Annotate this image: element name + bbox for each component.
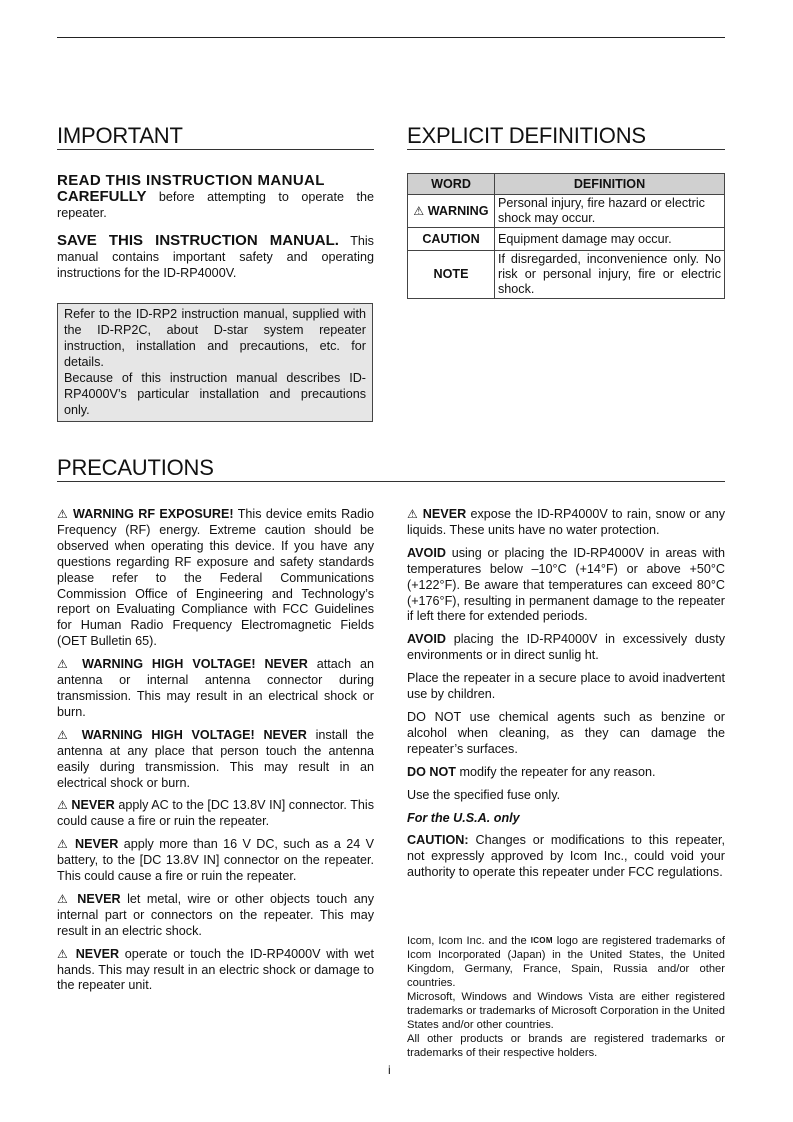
read-manual-bold: READ THIS INSTRUCTION MANUAL [57, 172, 325, 189]
precaution-text: placing the ID-RP4000V in excessively dusty environments or in direct sunlig ht. [407, 632, 725, 663]
definition-cell: Equipment damage may occur. [495, 228, 725, 251]
definition-cell: Personal injury, fire hazard or electric shock may occur. [495, 195, 725, 228]
definitions-heading: EXPLICIT DEFINITIONS [407, 124, 725, 150]
precaution-item [407, 546, 725, 626]
id-rp2-reference-box [57, 303, 373, 422]
precaution-bold: AVOID [407, 632, 446, 647]
precaution-text: expose the ID-RP4000V to rain, snow or any liquids. These units have no water protection. [407, 507, 725, 537]
top-rule [57, 37, 725, 38]
page-number: i [388, 1063, 391, 1077]
table-row [408, 195, 725, 228]
trademark-others: All other products or brands are registered trademarks or trademarks of their respective holders. [407, 1033, 725, 1059]
col-definition-header: DEFINITION [495, 174, 725, 195]
precaution-text: let metal, wire or other objects touch any internal part or connectors on the repeater. This may result in an electric shock. [57, 891, 374, 938]
warning-icon: ⚠ [57, 798, 68, 813]
precaution-bold: DO NOT [407, 764, 456, 779]
trademark-microsoft: Microsoft, Windows and Windows Vista are either registered trademarks or trademarks of Microsoft Corporation in the United States and/or other countries. [407, 991, 725, 1031]
precaution-item [57, 892, 374, 940]
usa-only-heading: For the U.S.A. only [407, 810, 520, 825]
warning-icon: ⚠ [413, 203, 425, 218]
definition-cell: If disregarded, inconvenience only. No risk or personal injury, fire or electric shock. [495, 251, 725, 299]
precaution-text: apply AC to the [DC 13.8V IN] connector. This could cause a fire or ruin the repeater. [57, 798, 374, 829]
trademark-text: Icom, Icom Inc. and the [407, 935, 531, 947]
precaution-bold: NEVER [77, 891, 121, 906]
trademark-text: logo are registered trademarks of Icom Incorporated (Japan) in the United States, the United Kingdom, Germany, France, Spain, Russia and/or other countries. [407, 935, 725, 989]
warning-icon: ⚠ [57, 507, 69, 521]
caution-bold: CAUTION: [407, 833, 469, 848]
warning-icon: ⚠ [407, 507, 419, 521]
precaution-item: Use the specified fuse only. [407, 787, 561, 802]
warning-icon: ⚠ [57, 946, 70, 961]
word-warning: WARNING [427, 203, 489, 218]
trademark-notice [407, 934, 725, 1060]
precaution-text: using or placing the ID-RP4000V in areas with temperatures below –10°C (+14°F) or above +50°C (+122°F). Be aware that temperatures can exceed 80°C (+176°F), resulting in permanent damage to the repeater if left there for extended periods. [407, 545, 725, 624]
box-paragraph-2: Because of this instruction manual describes ID-RP4000V’s particular installation and precautions only. [64, 371, 366, 417]
warning-icon: ⚠ [57, 837, 70, 852]
word-cell [408, 195, 495, 228]
precaution-bold: WARNING RF EXPOSURE! [73, 507, 234, 521]
precaution-item [57, 507, 374, 650]
warning-icon: ⚠ [57, 657, 74, 672]
precautions-right-column [407, 507, 725, 888]
read-manual-bold2: CAREFULLY [57, 188, 147, 205]
precaution-item: DO NOT use chemical agents such as benzine or alcohol when cleaning, as they can damage the repeater’s surfaces. [407, 709, 725, 756]
icom-logo: ICOM [530, 936, 553, 945]
precautions-left-column [57, 507, 374, 1001]
precaution-bold: WARNING HIGH VOLTAGE! NEVER [81, 727, 307, 742]
precaution-bold: NEVER [422, 507, 467, 521]
precaution-bold: NEVER [71, 798, 115, 813]
precaution-item [57, 657, 374, 721]
precaution-bold: AVOID [407, 545, 446, 560]
precaution-text: operate or touch the ID-RP4000V with wet hands. This may result in an electric shock or damage to the repeater unit. [57, 946, 374, 993]
box-paragraph-1: Refer to the ID-RP2 instruction manual, supplied with the ID-RP2C, about D-star system repeater instruction, installation and precautions, etc. for details. [64, 307, 366, 369]
precaution-bold: NEVER [75, 946, 120, 961]
warning-icon: ⚠ [57, 891, 71, 906]
table-row [408, 251, 725, 299]
definitions-header-row [408, 174, 725, 195]
precaution-item [407, 632, 725, 664]
precaution-item [57, 837, 374, 885]
precaution-item [57, 798, 374, 830]
precaution-item [407, 765, 725, 781]
col-word-header: WORD [408, 174, 495, 195]
precaution-bold: NEVER [74, 837, 119, 852]
caution-text: Changes or modifications to this repeater, not expressly approved by Icom Inc., could void your authority to operate this repeater under FCC regulations. [407, 833, 725, 880]
important-section [57, 173, 374, 288]
fcc-caution [407, 833, 725, 881]
precaution-text: modify the repeater for any reason. [455, 764, 656, 779]
precaution-text: attach an antenna or internal antenna connector during transmission. This may result in an electrical shock or burn. [57, 657, 375, 719]
precaution-item [57, 947, 374, 995]
save-manual-text: This manual contains important safety and operating instructions for the ID-RP4000V. [57, 234, 374, 280]
save-manual-bold: SAVE THIS INSTRUCTION MANUAL. [57, 232, 339, 249]
precaution-text: apply more than 16 V DC, such as a 24 V battery, to the [DC 13.8V IN] connector on the repeater. This could cause a fire or ruin the repeater. [57, 837, 374, 884]
precaution-text: This device emits Radio Frequency (RF) energy. Extreme caution should be observed when operating this device. If you have any questions regarding RF exposure and safety standards please refer to the Federal Communications Commission Office of Engineering and Technology’s report on Evaluating Compliance with FCC Guidelines for Human Radio Frequency Electromagnetic Fields (OET Bulletin 65). [57, 507, 374, 649]
precaution-item [407, 507, 725, 539]
precautions-heading: PRECAUTIONS [57, 456, 725, 482]
read-manual-text: before attempting to operate the repeater. [57, 190, 374, 220]
precaution-bold: WARNING HIGH VOLTAGE! NEVER [82, 657, 308, 672]
word-note: NOTE [408, 251, 495, 299]
precaution-item: Place the repeater in a secure place to avoid inadvertent use by children. [407, 671, 725, 702]
precaution-item [57, 728, 374, 792]
word-caution: CAUTION [408, 228, 495, 251]
precaution-text: install the antenna at any place that person touch the antenna easily during transmission. This may result in an electrical shock or burn. [57, 727, 375, 790]
definitions-table [407, 173, 725, 299]
trademark-icom [407, 934, 725, 990]
important-heading: IMPORTANT [57, 124, 374, 150]
warning-icon: ⚠ [57, 727, 73, 742]
table-row [408, 228, 725, 251]
